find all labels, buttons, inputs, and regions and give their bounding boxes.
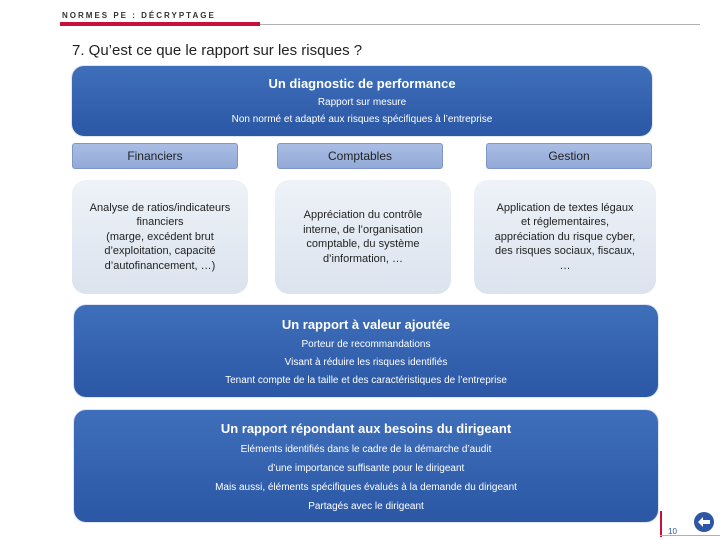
comptables-detail: Appréciation du contrôle interne, de l’organisation comptable, du système d’information, … [275,180,451,294]
gestion-detail: Application de textes légaux et réglementaires, appréciation du risque cyber, des risques sociaux, fiscaux, … [474,180,656,294]
category-gestion: Gestion [486,143,652,169]
footer-accent-bar [660,511,662,537]
panel-line: Rapport sur mesure [317,97,407,108]
financiers-detail: Analyse de ratios/indicateurs financiers (marge, excédent brut d’exploitation, capacité d’autofinancement, …) [72,180,248,294]
category-comptables: Comptables [277,143,443,169]
panel-line: Partagés avec le dirigeant [308,501,424,512]
value-added-panel [74,305,658,397]
panel-line: Visant à réduire les risques identifiés [284,357,448,368]
page-title: 7. Qu’est ce que le rapport sur les risques ? [72,42,363,59]
panel-line: Mais aussi, éléments spécifiques évalués à la demande du dirigeant [215,482,517,493]
manager-needs-panel [74,410,658,522]
panel-line: d’une importance suffisante pour le dirigeant [267,463,465,474]
section-header-label: NORMES PE : DÉCRYPTAGE [62,11,216,20]
category-financiers: Financiers [72,143,238,169]
panel-heading: Un rapport à valeur ajoutée [281,317,451,332]
page-number: 10 [668,527,677,536]
back-arrow-icon[interactable] [694,512,714,532]
panel-line: Non normé et adapté aux risques spécifiques à l’entreprise [231,114,493,125]
panel-line: Eléments identifiés dans le cadre de la démarche d’audit [240,444,492,455]
panel-line: Tenant compte de la taille et des caractéristiques de l’entreprise [225,375,507,386]
panel-line: Porteur de recommandations [301,339,431,350]
header-accent-bar [60,22,260,26]
panel-heading: Un diagnostic de performance [268,76,456,91]
performance-diagnostic-panel [72,66,652,136]
panel-heading: Un rapport répondant aux besoins du dirigeant [220,421,512,436]
